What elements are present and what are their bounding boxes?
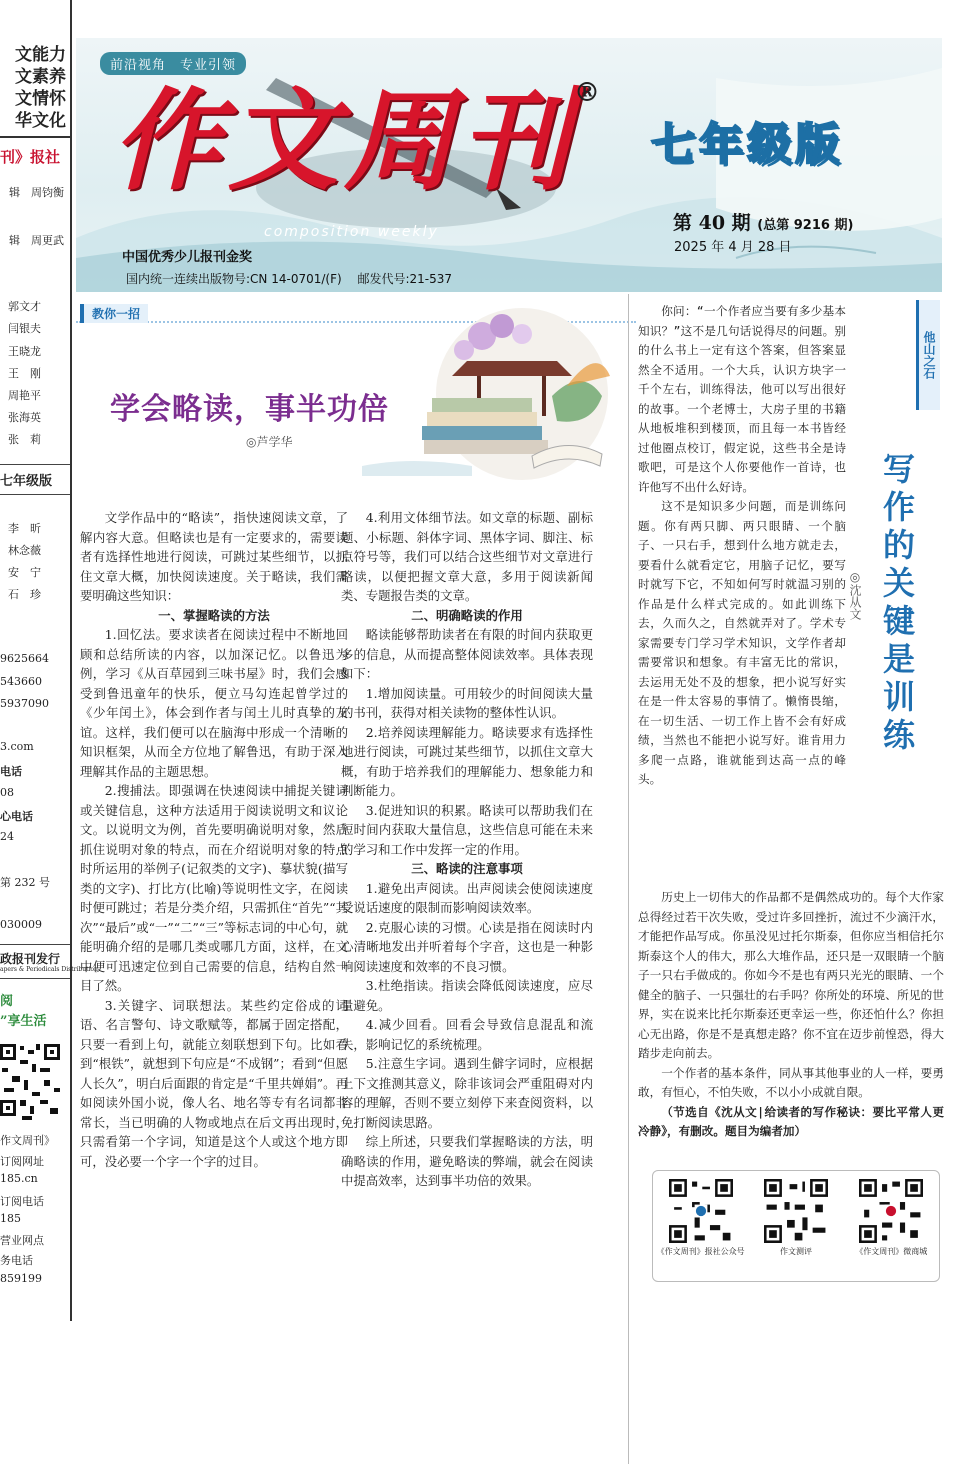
center-phone-label: 心电话	[0, 810, 33, 823]
staff-line: 辑 周更武	[9, 234, 64, 247]
qr-code[interactable]	[669, 1179, 733, 1243]
bottom-info: 185.cn	[0, 1172, 38, 1185]
books-pavilion-illustration	[352, 306, 614, 484]
paragraph: 3.关键字、词联想法。某些约定俗成的词语、名言警句、诗文歌赋等，都属于固定搭配，只要一看到上句，就能立刻联想到下句。比如看到“根铁”，就想到下句应是“不成钢”；看到“但愿人长久”，明白后面跟的肯定是“千里共婵娟”。再如阅读外国小说，像人名、地名等专有名词都非常长，当已明确的人物或地点在后文再出现时，只需看第一个字词，知道是这个人或这个地方即可，没必要一个字一个字的过目。	[80, 997, 348, 1169]
paragraph: 4.利用文体细节法。如文章的标题、副标题、小标题、斜体字词、黑体字词、脚注、标点符号等，我们可以结合这些细节对文章进行略读，以便把握文章大意，多用于阅读新闻类、专题报告类的文章。	[341, 510, 593, 603]
registered-mark: ®	[574, 78, 600, 108]
article1-author: ◎芦学华	[246, 435, 293, 449]
qr-micro-store[interactable]	[847, 1179, 935, 1257]
slogan-1: 文能力	[15, 45, 66, 65]
paragraph: 你问：“一个作者应当要有多少基本知识？”这不是几句话说得尽的问题。别的什么书上一定有这个答案，但答案显然全不适用。一个大兵，认识方块字一千个左右，训练得法，他可以写出很好的故事。一个老博士，大房子里的书籍从地板堆积到楼顶，而且每一本书皆经过他圈点校订，假定说，这些书全是诗歌吧，可是这个人你要他作一首诗，也许他写不出什么好诗。	[638, 304, 846, 494]
article2-source-note: （节选自《沈从文|给读者的写作秘诀：要比平常人更冷静》，有删改。题目为编者加）	[638, 1104, 944, 1138]
editor-name: 郭文才	[8, 300, 41, 313]
section-heading: 三、略读的注意事项	[411, 861, 523, 876]
bottom-info: 营业网点	[0, 1234, 44, 1247]
editor-name: 王晓龙	[8, 345, 41, 358]
phone-label: 电话	[0, 765, 22, 778]
edition-badge: 七年级版	[651, 119, 843, 170]
newspaper-title-en: composition weekly	[264, 224, 439, 240]
address: 第 232 号	[0, 876, 50, 889]
enjoy-life-label: ”享生活	[0, 1014, 47, 1029]
website: 3.com	[0, 740, 34, 753]
staff-line: 辑 周钧衡	[9, 186, 64, 199]
phone-number: 08	[0, 786, 14, 799]
slogan-2: 文素养	[15, 67, 66, 87]
slogan-3: 文情怀	[15, 89, 66, 109]
article1-column-1	[80, 508, 348, 1171]
phone-number: 24	[0, 830, 14, 843]
paragraph: 1.回忆法。要求读者在阅读过程中不断地回顾和总结所读的内容，以加深记忆。以鲁迅为例，学习《从百草园到三味书屋》时，我们会感受到鲁迅童年的快乐，便立马勾连起曾学过的《少年闰土》，体会到作者与闰土儿时真挚的友谊。这样，我们便可以在脑海中形成一个清晰的知识框架，从而全方位地了解鲁迅，有助于深入理解其作品的主题思想。	[80, 627, 348, 779]
qr-label: 《作文周刊》微商城	[855, 1247, 928, 1256]
bottom-info: 订阅网址	[0, 1155, 44, 1168]
paragraph: 略读能够帮助读者在有限的时间内获取更多的信息，从而提高整体阅读效率。具体表现如下：	[341, 627, 593, 681]
paragraph: 综上所述，只要我们掌握略读的方法，明确略读的作用，避免略读的弊端，就会在阅读中提高效率，达到事半功倍的效果。	[341, 1134, 593, 1188]
paragraph: 这不是知识多少问题，而是训练问题。你有两只脚、两只眼睛、一个脑子、一只右手，想到什么地方就走去，要看什么就看定它，用脑子记忆，要写时就写下它，不知如何写时就温习别的作品是什么样式完成的。如此训练下去，久而久之，自然就弄对了。学术专家需要专门学习学术知识，文学作者却需要常识和想象。有丰富无比的常识，去运用无处不及的想象，把小说写好实在是一件太容易的事情了。懒惰畏缩，在一切生活、一切工作上皆不会有好成绩，当然也不能把小说写好。谁肯用力多爬一点路，谁就能到达高一点的峰头。	[638, 499, 846, 786]
left-info-strip	[0, 0, 98, 1321]
phone-number: 543660	[0, 675, 42, 688]
postcode: 030009	[0, 918, 42, 931]
phone-number: 5937090	[0, 697, 49, 710]
publisher-name: 刊》报社	[0, 148, 61, 166]
qr-label: 《作文周刊》报社公众号	[656, 1247, 745, 1256]
editor-name: 石 珍	[8, 588, 41, 601]
editor-name: 林念薇	[8, 544, 41, 557]
qr-code[interactable]	[764, 1179, 828, 1243]
paragraph: 3.杜绝指读。指读会降低阅读速度，应尽量避免。	[341, 978, 593, 1013]
article2-author: ◎沈从文	[848, 570, 862, 620]
slogan-block	[0, 44, 70, 138]
article1-column-2	[341, 508, 593, 1191]
award-text: 中国优秀少儿报刊金奖	[122, 250, 253, 265]
editor-name: 周艳平	[8, 389, 41, 402]
bottom-info: 务电话	[0, 1254, 33, 1267]
paragraph: 2.搜捕法。即强调在快速阅读中捕捉关键词或关键信息，这种方法适用于阅读说明文和议论文。以说明文为例，首先要明确说明对象，然后抓住说明对象的特点，而在介绍说明对象的特点时所运用的举例子(记叙类的文字)、摹状貌(描写类的文字)、打比方(比喻)等说明性文字，在阅读时便可跳过；若是分类介绍，只需抓住“首先”“其次”“最后”或“一”“二”“三”等标志词的中心句，就能明确介绍的是哪几类或哪几方面，这样，在文中便可迅速定位到自己需要的信息，结构自然一目了然。	[80, 783, 348, 993]
distribution-name: 政报刊发行	[0, 952, 61, 966]
paragraph: 2.培养阅读理解能力。略读要求有选择性地进行阅读，可跳过某些细节，以抓住文章大概，有助于培养我们的理解能力、想象能力和判断能力。	[341, 724, 593, 798]
qr-label: 作文测评	[779, 1247, 812, 1256]
editor-name: 闫银夫	[8, 322, 41, 335]
read-label: 阅	[0, 994, 14, 1009]
bottom-info: 订阅电话	[0, 1195, 44, 1208]
article2-column-lower	[638, 888, 944, 1142]
issue-number: 第 40 期 (总第 9216 期)	[673, 212, 854, 234]
left-qr-code[interactable]	[0, 1040, 62, 1126]
bottom-info: 作文周刊》	[0, 1134, 55, 1147]
editor-name: 王 刚	[8, 367, 41, 380]
qr-official-account[interactable]	[657, 1179, 745, 1257]
paragraph: 历史上一切伟大的作品都不是偶然成功的。每个大作家总得经过若干次失败，受过许多回挫折，流过不少滴汗水，才能把作品写成。你虽没见过托尔斯泰，但你应当相信托尔斯泰这个人的伟大，那么大堆作品，还只是一双眼睛一个脑子一只右手做成的。你如今不是也有两只光光的眼睛、一个健全的脑子、一只强壮的右手吗？你所处的环境、所见的世界，实在说来比托尔斯泰还更幸运一些，你还怕什么？你担心无出路，你是不是真想走路？你不宜在迈步前惶恐，得大踏步走向前去。	[638, 890, 944, 1060]
article2-title: 写作的关键是训练	[878, 452, 916, 756]
newspaper-title: 作文周刊	[112, 76, 576, 205]
left-edition-label: 七年级版	[0, 474, 53, 489]
paragraph: 一个作者的基本条件，同从事其他事业的人一样，要勇敢，有恒心，不怕失败，不以小小成就自限。	[638, 1065, 944, 1099]
article1-title: 学会略读，事半功倍	[110, 392, 389, 427]
editor-name: 张海英	[8, 411, 41, 424]
bottom-info: 859199	[0, 1272, 42, 1285]
paragraph: 3.促进知识的积累。略读可以帮助我们在短时间内获取大量信息，这些信息可能在未来的学习和工作中发挥一定的作用。	[341, 802, 593, 857]
masthead	[76, 38, 942, 292]
paragraph: 1.增加阅读量。可用较少的时间阅读大量的书刊，获得对相关读物的整体性认识。	[341, 685, 593, 720]
issue-date: 2025 年 4 月 28 日	[674, 240, 792, 255]
editor-name: 安 宁	[8, 566, 41, 579]
qr-writing-test[interactable]	[752, 1179, 840, 1257]
qr-code-bar	[652, 1170, 940, 1282]
phone-number: 9625664	[0, 652, 49, 665]
masthead-tagline: 前沿视角 专业引领	[100, 52, 246, 75]
section-label-teach: 教你一招	[80, 304, 148, 323]
distribution-en: apers & Periodicals Distribution	[0, 966, 98, 973]
qr-code[interactable]	[859, 1179, 923, 1243]
section-label-other: 他山之石	[916, 300, 940, 410]
paragraph: 文学作品中的“略读”，指快速阅读文章，了解内容大意。但略读也是有一定要求的，需要读者有选择性地进行阅读，可跳过某些细节，以抓住文章大概，加快阅读速度。关于略读，我们需要明确这些知识：	[80, 510, 348, 603]
bottom-info: 185	[0, 1212, 21, 1225]
paragraph: 1.避免出声阅读。出声阅读会使阅读速度受说话速度的限制而影响阅读效率。	[341, 880, 593, 915]
section-heading: 一、掌握略读的方法	[158, 607, 270, 623]
paragraph: 2.克服心读的习惯。心读是指在阅读时内心清晰地发出并听着每个字音，这也是一种影响阅读速度和效率的不良习惯。	[341, 919, 593, 974]
slogan-4: 华文化	[15, 111, 66, 131]
editor-name: 张 莉	[8, 433, 41, 446]
section-heading: 二、明确略读的作用	[411, 607, 523, 623]
column-divider	[628, 294, 629, 1464]
editor-name: 李 昕	[8, 522, 41, 535]
paragraph: 4.减少回看。回看会导致信息混乱和流失，影响记忆的系统梳理。	[341, 1017, 593, 1052]
article2-column-upper	[638, 302, 846, 790]
paragraph: 5.注意生字词。遇到生僻字词时，应根据上下文推测其意义，除非该词会严重阻碍对内容的理解，否则不要立刻停下来查阅资料，以免打断阅读思路。	[341, 1056, 593, 1130]
publication-number: 国内统一连续出版物号:CN 14-0701/(F) 邮发代号:21-537	[126, 272, 453, 286]
